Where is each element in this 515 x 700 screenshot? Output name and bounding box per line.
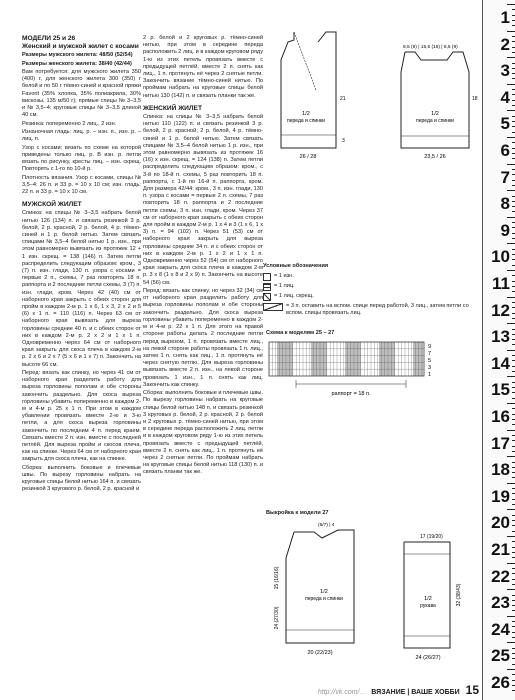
mens-back-text: Спинка: на спицы № 3–3,5 набрать белой нитью 126 (134) п. и связать резинкой 3 р. белой, 2 р. красной, 2 р. белой, 4 р. тёмно-синей и 1 р. белой нитью. Затем связать спицами № 3,5–4 белой нитью 1 р. изн., при этом равномерно вывязать из протяжек 12 + 1 изн. скрещ. = 138 (146) п. Затем петли распределить следующим образом: кром., 3 (7) п. изн. глади, 130 п. узора с косами = первые 2 п., схемы, 7 раз повторять 18 п. раппорта и 2 последние петли схемы, 3 (7) п. изн. глади, кром. Через 42 (40) см от наборного края закрыть с обеих сторон для пройм в каждом 2-м р. 1 х 6, 1 х 3, 2 х 2 и 5 (6) х 1 п. = 110 (116) п. Через 63 см от наборного края вывязать для выреза горловины средние 40 п. и с обеих сторон от них в каждом 2-м р. 2 х 2 и 1 х 1 п. Одновременно через 64 см от наборного края закрыть для скоса плеча в каждом 2-м р. 2 х 6 и 2 х 7 (5 х 6 и 1 х 7) п. Закончить на высоте 66 см.: [22, 210, 141, 368]
ruler-number: 9: [500, 220, 510, 240]
ruler-tick: [507, 589, 515, 590]
ruler-tick: [507, 217, 515, 218]
middle-column: [143, 35, 263, 478]
ruler-tick: [507, 323, 515, 324]
page-ruler: [482, 0, 515, 700]
page-number: 15: [465, 683, 479, 697]
ruler-tick: [507, 403, 515, 404]
diagram3-dim-2: 24 (27/30): [274, 606, 280, 630]
rapport-label: раппорт = 18 п.: [331, 391, 371, 397]
ruler-number: 23: [491, 593, 510, 613]
pattern-diagram-mens: [266, 30, 348, 165]
ruler-number: 20: [491, 513, 510, 533]
ruler-tick: [507, 137, 515, 138]
ruler-tick: [507, 563, 515, 564]
mens-finish-text: 2 р. белой и 2 круговых р. тёмно-синей нитью, при этом в середине переда расположить 2 лиц. и в каждом круговом ряду 1-ю из этих петель провязать вместе с предыдущей петлёй, вместе 2 п. снять как лиц., 1 п. протянуть её через 2 снятые петли. Закончить вязание тёмно-синей нитью. По проймам набрать на круговые спицы белой нитью 130 (142) п. и связать планки так же.: [143, 35, 263, 99]
diagram1-label: переда и спинки: [287, 118, 325, 124]
ruler-number: 10: [491, 247, 510, 267]
diagram2-top: 8,5 (9) | 15,5 (16) | 8,5 (9): [403, 45, 458, 50]
sizes-men: Размеры мужского жилета: 48/50 (52/54): [22, 52, 133, 59]
ruler-tick: [507, 536, 515, 537]
rib-text: Резинка: попеременно 2 лиц., 2 изн.: [22, 120, 117, 127]
diagram4-width: 24 (26/27): [415, 655, 441, 661]
ruler-number: 6: [500, 141, 510, 160]
mens-front-text: Перед: вязать как спинку, но через 41 см от наборного края разделить работу для выреза горловины пополам и обе стороны закончить раздельно. Для скоса выреза горловины убавить попеременно в каждом 2-м и 4-м р. 25 х 1 п. При этом в каждом убавлении провязать вместе 2-ю и 3-ю петли, а для скоса выреза горловины закончить по последним 4 п. перед краем. Связать вместе 2 п. изн. вместе с последней петлёй. Для выреза пройм и скосов плеча, как на спинке. Через 64 см от наборного края закрыть для скоса плеча, как на спинке.: [22, 370, 141, 463]
diagram3-half: 1/2: [320, 589, 328, 595]
knit-symbol: [263, 283, 271, 291]
diagram4-label: рукава: [420, 603, 436, 609]
ruler-tick: [507, 483, 515, 484]
ruler-tick: [507, 57, 515, 58]
womens-vest-heading: ЖЕНСКИЙ ЖИЛЕТ: [143, 104, 202, 112]
ruler-number: 21: [491, 540, 510, 559]
diagram4-dim-1: 32 (38/43): [456, 583, 462, 607]
diagram4-top: 17 (19/20): [420, 534, 443, 540]
diagram2-half: 1/2: [431, 111, 439, 117]
ruler-tick: [507, 456, 515, 457]
diagram2-label: переда и спинки: [416, 118, 454, 124]
footer-site: http://vk.com/...: [317, 689, 366, 696]
row-label: 1: [428, 372, 432, 378]
diagram1-width: 26 / 28: [299, 154, 317, 160]
ruler-tick: [507, 190, 515, 191]
gauge-text: Плотность вязания. Узор с косами, спицы № 3,5–4: 26 п. и 33 р. = 10 х 10 см; изн. гладь: 22 п. и 33 р. = 10 х 10 см.: [22, 174, 141, 195]
ruler-number: 14: [491, 353, 510, 373]
womens-front-text: Перед: вязать как спинку, но через 32 (34) см от наборного края разделить работу для выреза горловины пополам и обе стороны закончить раздельно. Для скоса выреза горловины убавить попеременно в каждом 2-м и 4-м р. 22 х 1 п. Для этого на правой стороне работы делать 2 последние петли перед вырезом, 1 п. провязать вместе лиц., на левой стороне работы провязать 1 п. лиц., затем 1 п. снять как лиц., 1 п. протянуть её через снятую петлю. Для выреза горловины вывязать вместе 2 п. изн., на левой стороне провязать 1 изн., 1 п. снять как лиц. Закончить как спинку.: [143, 288, 263, 388]
ruler-tick: [507, 297, 515, 298]
ruler-number: 1: [500, 8, 510, 27]
ruler-number: 18: [491, 460, 510, 480]
chart-title: Схема к моделям 25 – 27: [266, 330, 335, 336]
mens-assembly-text: Сборка: выполнить боковые и плечевые швы. По вырезу горловины набрать на круговые спицы белой нитью 164 п. и связать резинкой 3 кругового р. белой, 2 р. красной и: [22, 464, 141, 493]
ruler-tick: [507, 669, 515, 670]
ruler-number: 24: [491, 619, 510, 639]
ruler-number: 12: [491, 300, 510, 320]
ruler-number: 26: [491, 673, 510, 692]
cable-symbol: [263, 303, 283, 311]
womens-assembly-text: Сборка: выполнить боковые и плечевые швы. По вырезу горловины набрать на круговые спицы белой нитью 148 п. и связать резинкой 3 круговых р. белой, 2 р. красной, 2 р. белой и 2 круговых р. тёмно-синей нитью, при этом в середине переда расположить 2 лиц. петли и в каждом круговом ряду 1-ю из этих петель провязать вместе с предыдущей петлёй, вместе 2 п. снять как лиц., 1 п. протянуть её через 2 снятые петли. По проймам набрать на круговые спицы белой нитью 118 (130) п. и связать планки так же.: [143, 390, 263, 476]
cable-text: Узор с косами: вязать по схеме на которой приведены только лиц. р. В изн. р. петли вязать по рисунку, кресты лиц. – изн. скрещ. Повторять с 1-го по 10-й р.: [22, 144, 141, 173]
womens-back-text: Спинка: на спицы № 3–3,5 набрать белой нитью 110 (122) п. и связать резинкой 3 р. белой, 2 р. красной, 2 р. белой, 4 р. тёмно-синей и 1 р. белой нитью. Затем связать спицами № 3,5–4 белой нитью 1 р. изн., при этом равномерно вывязать из протяжек 16 (16) х изн. скрещ. = 124 (138) п. Затем петли распределить следующим образом: кром., с 3-й по 18-й п. схемы, 5 раз повторить 18 п. раппорта, с 1-й по 16-й п. раппорта, кром. Для размера 42/44: кром., 3 п. изн. глади, 130 п. узора с косами = первые 2 п. схемы, 7 раз повторить 18 п. раппорта и 2 последние петли схемы, 3 п. изн. глади, кром. Через 37 см от наборного края закрыть с обеих сторон для пройм в каждом 2-м р. 1 х 4 и 3 (1 х 6, 1 х 3) п. = 94 (102) п. Через 51 (53) см от наборного края закрыть для выреза горловины средние 34 п. и с обеих сторон от них в каждом 2-м р. 1 х 2 и 1 х 1 п. Одновременно через 52 (54) см от наборного края закрыть для скоса плеча в каждом 2-м р. 3 х 8 (1 х 8 и 2 х 9) п. Закончить на высоте 54 (56) см.: [143, 114, 263, 286]
diagram3-title: Выкройка к модели 27: [266, 510, 329, 516]
diagram1-dim-2: 21: [340, 96, 346, 102]
footer-magazine: ВЯЗАНИЕ | ВАШЕ ХОББИ: [371, 689, 460, 696]
pattern-diagram-womens: [395, 40, 480, 165]
ruler-number: 7: [500, 167, 510, 187]
legend-purl: = 1 изн.: [274, 273, 294, 279]
legend-knit: = 1 лиц.: [274, 283, 295, 289]
diagram3-width: 20 (22/23): [307, 650, 333, 656]
ruler-number: 25: [491, 646, 510, 666]
ruler-number: 19: [491, 486, 510, 506]
diagram1-dim-1: 3: [342, 138, 345, 144]
legend: [263, 263, 473, 319]
page-footer: [318, 683, 479, 697]
ruler-number: 13: [491, 327, 510, 347]
legend-twist: = 1 лиц. скрещ.: [274, 293, 314, 299]
ruler-number: 8: [500, 194, 510, 214]
row-label: 3: [428, 365, 432, 371]
ruler-tick: [507, 164, 515, 165]
row-label: 7: [428, 351, 432, 357]
ruler-number: 4: [500, 87, 510, 107]
twist-symbol: [263, 293, 271, 301]
model-heading: МОДЕЛИ 25 и 26 Женский и мужской жилет с косами: [22, 35, 139, 50]
ruler-tick: [507, 430, 515, 431]
stitch-chart: [266, 340, 441, 406]
ruler-tick: [507, 350, 515, 351]
diagram1-half: 1/2: [302, 111, 310, 117]
materials-text: Вам потребуется: для мужского жилета 350 (400) г, для женского жилета 300 (350) г белой и по 50 г тёмно-синей и красной пряжи Favorit (35% хлопка, 35% полиакрила, 30% вискозы, 135 м/50 г); прямые спицы № 3–3,5 и № 3,5–4; круговые спицы № 3–3,5 длиной 40 см.: [22, 68, 141, 119]
ruler-tick: [507, 4, 515, 5]
legend-title: Условные обозначения: [263, 263, 329, 269]
pattern-diagram-model27-sleeve: [390, 530, 478, 668]
ruler-tick: [507, 243, 515, 244]
stockinette-text: Изнаночная гладь: лиц. р. – изн. п., изн. р. – лиц. п.: [22, 128, 141, 143]
legend-cable: = 3 п. оставить на вспом. спице перед работой, 3 лиц., затем петли со вспом. спицы провязать лиц.: [286, 303, 469, 316]
row-label: 9: [428, 344, 432, 350]
diagram3-dim-1: 15 (16/16): [274, 566, 280, 590]
ruler-number: 15: [491, 380, 510, 400]
ruler-tick: [507, 376, 515, 377]
purl-symbol: [263, 273, 271, 281]
ruler-number: 5: [500, 114, 510, 134]
ruler-tick: [507, 110, 515, 111]
ruler-number: 16: [491, 407, 510, 426]
left-column: [22, 35, 141, 495]
ruler-tick: [507, 616, 515, 617]
diagram2-dim-1: 18: [472, 96, 478, 102]
sizes-women: Размеры женского жилета: 38/40 (42/44): [22, 60, 132, 67]
mens-vest-heading: МУЖСКОЙ ЖИЛЕТ: [22, 201, 82, 209]
ruler-number: 3: [500, 61, 510, 81]
row-label: 5: [428, 358, 432, 364]
ruler-tick: [507, 31, 515, 32]
diagram4-half: 1/2: [424, 596, 432, 602]
pattern-diagram-model27-body: [266, 518, 381, 668]
ruler-number: 17: [491, 433, 510, 453]
ruler-number: 2: [500, 34, 510, 54]
diagram2-width: 23,5 / 26: [424, 154, 446, 160]
diagram3-label: переда и спинки: [305, 596, 343, 602]
diagram3-top: (6/7) | 4: [318, 523, 335, 528]
ruler-tick: [507, 270, 515, 271]
ruler-tick: [507, 642, 515, 643]
ruler-number: 11: [492, 274, 510, 293]
ruler-tick: [507, 84, 515, 85]
ruler-tick: [507, 509, 515, 510]
ruler-number: 22: [491, 566, 510, 586]
